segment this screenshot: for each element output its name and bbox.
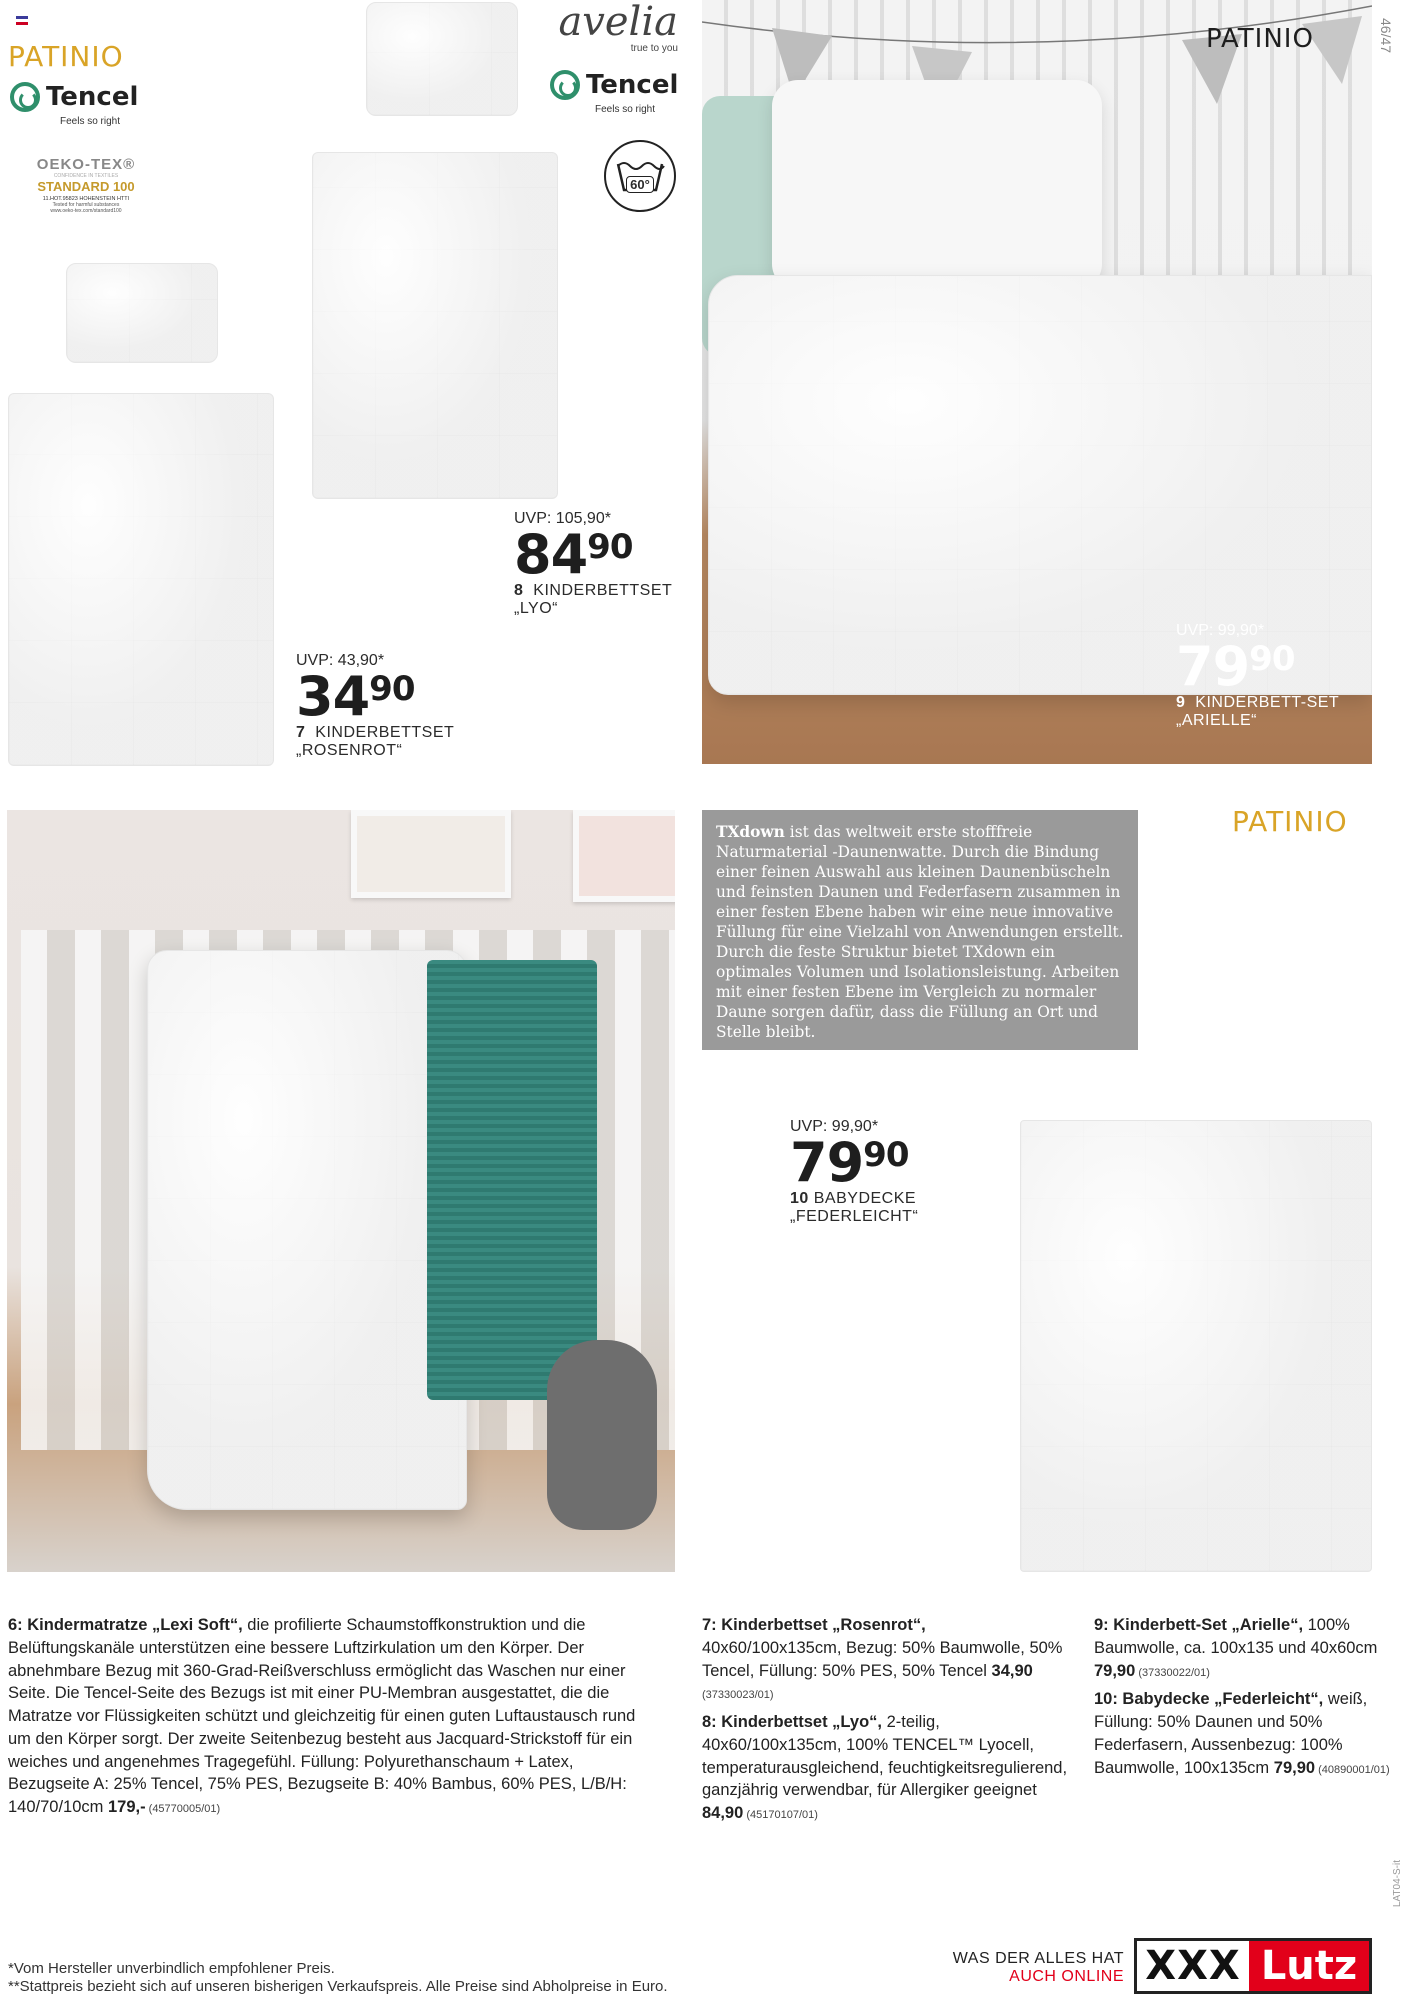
federleicht-blanket-image (1020, 1120, 1372, 1572)
uvp-rosenrot: UVP: 43,90* (296, 652, 385, 669)
price-block-rosenrot (296, 652, 454, 761)
item9-price: 79,90 (1094, 1661, 1136, 1680)
oeko-tex-tested: Tested for harmful substances (52, 202, 120, 208)
tencel-swirl-icon (550, 70, 580, 100)
product-number: 7 (296, 724, 306, 741)
plush-toy (547, 1340, 657, 1530)
lyo-blanket-image (312, 152, 558, 499)
item7-title: 7: Kinderbettset „Rosenrot“, (702, 1616, 926, 1634)
country-flag-icon (16, 16, 28, 25)
price-main: 84 (514, 523, 588, 586)
footer-slogan (900, 1950, 1124, 1987)
product-number: 9 (1176, 694, 1186, 711)
price-block-arielle (1176, 622, 1339, 731)
patinio-logo: PATINIO (8, 40, 124, 73)
item6-price: 179,- (107, 1798, 146, 1817)
product-name-line1: BABYDECKE (813, 1190, 917, 1207)
oeko-tex-standard: STANDARD 100 (37, 179, 135, 194)
product-name-line2: „ROSENROT“ (296, 742, 403, 760)
product-name-line2: „FEDERLEICHT“ (790, 1208, 919, 1226)
uvp-federleicht: UVP: 99,90* (790, 1118, 879, 1135)
price-rosenrot (296, 665, 454, 728)
footnote-stattpreis: **Stattpreis bezieht sich auf unseren bisherigen Verkaufspreis. Alle Preise sind Abholpreise in Euro. (8, 1978, 668, 1995)
slogan-line2: AUCH ONLINE (1009, 1968, 1124, 1986)
txdown-text (716, 822, 1124, 1042)
uvp-lyo: UVP: 105,90* (514, 510, 611, 527)
avelia-tagline: true to you (630, 43, 678, 54)
page-number: 46/47 (1378, 18, 1394, 54)
txdown-info-box (702, 810, 1138, 1050)
description-item-10 (1094, 1688, 1394, 1779)
product-name-lyo (514, 582, 672, 619)
wash-temperature: 60° (626, 176, 654, 193)
teal-knit-blanket (427, 960, 597, 1400)
product-name-line2: „LYO“ (514, 600, 558, 618)
txdown-brand: TXdown (716, 823, 785, 841)
oeko-tex-title: OEKO-TEX® (36, 156, 136, 173)
wall-picture-2 (573, 810, 675, 902)
wall-picture-1 (351, 810, 511, 898)
item6-text: die profilierte Schaumstoffkonstruktion und die Belüftungskanäle unterstützen eine bessere Luftzirkulation um den Körper. Der abnehmbare Bezug mit 360-Grad-Reißverschluss ermöglicht das Waschen nur einer Seite. Die Tencel-Seite des Bezugs ist mit einer PU-Membran ausgestattet, die die Matratze vor Flüssigkeiten schützt und gleichzeitig für einen guten Luftaustausch rund um den Körper sorgt. Der zweite Seitenbezug besteht aus Jacquard-Strickstoff für ein weiches und angenehmes Tragegefühl. Füllung: Polyurethanschaum + Latex, Bezugseite A: 25% Tencel, 75% PES, Bezugseite B: 40% Bambus, 60% PES, L/B/H: 140/70/10cm (8, 1616, 636, 1817)
price-main: 79 (790, 1131, 864, 1194)
product-name-rosenrot (296, 724, 454, 761)
slogan-line1: WAS DER ALLES HAT (952, 1950, 1124, 1967)
item8-text: 2-teilig, 40x60/100x135cm, 100% TENCEL™ Lyocell, temperaturausgleichend, feuchtigkeitsregulierend, ganzjährig verwendbar, für Allergiker geeignet (702, 1713, 1068, 1800)
description-item-9 (1094, 1614, 1394, 1682)
tencel-wordmark: Tencel (586, 70, 679, 100)
avelia-logo (548, 2, 678, 54)
oeko-tex-label (6, 156, 166, 214)
product-name-line1: KINDERBETT-SET (1195, 694, 1340, 711)
item10-price: 79,90 (1273, 1758, 1316, 1777)
item7-article: (37330023/01) (702, 1689, 774, 1702)
item10-article: (40890001/01) (1315, 1763, 1390, 1776)
tencel-swirl-icon (10, 82, 40, 112)
price-main: 79 (1176, 635, 1250, 698)
oeko-tex-sub: CONFIDENCE IN TEXTILES (53, 173, 119, 179)
product-name-federleicht (790, 1190, 918, 1227)
footnote-uvp: *Vom Hersteller unverbindlich empfohlener Preis. (8, 1960, 335, 1977)
price-cents: 90 (863, 1135, 909, 1175)
item10-title: 10: Babydecke „Federleicht“, (1094, 1690, 1324, 1709)
uvp-arielle: UVP: 99,90* (1176, 622, 1265, 639)
txdown-description: ist das weltweit erste stofffreie Naturmaterial -Daunenwatte. Durch die Bindung einer feinen Auswahl aus kleinen Daunenbüscheln und feinsten Daunen und Federfasern zusammen in einer festen Ebene haben wir eine neue innovative Füllung für eine Vielzahl von Anwendungen erstellt. Durch die feste Struktur bietet TXdown ein optimales Volumen und Isolationsleistung. Arbeiten mit einer festen Ebene im Vergleich zu normaler Daune sorgen dafür, dass die Füllung an Ort und Stelle bleibt. (716, 823, 1124, 1042)
tencel-tagline: Feels so right (594, 104, 656, 115)
product-number: 10 (790, 1190, 809, 1207)
item8-price: 84,90 (702, 1804, 744, 1823)
price-cents: 90 (1249, 639, 1295, 679)
price-main: 34 (296, 665, 370, 728)
price-lyo (514, 523, 672, 586)
tencel-tagline: Feels so right (59, 116, 121, 127)
patinio-logo-mid: PATINIO (1232, 805, 1348, 838)
draped-white-blanket (147, 950, 467, 1510)
patinio-logo-photo: PATINIO (1206, 24, 1314, 54)
item6-title: 6: Kindermatratze „Lexi Soft“, (8, 1616, 243, 1634)
description-item-8 (702, 1711, 1068, 1825)
price-block-federleicht (790, 1118, 918, 1227)
product-name-line2: „ARIELLE“ (1176, 712, 1257, 730)
footnotes (8, 1960, 668, 1996)
nursery-crib-photo (7, 810, 675, 1572)
rosenrot-blanket-image (8, 393, 274, 766)
item9-text: 100% Baumwolle, ca. 100x135 und 40x60cm (1094, 1616, 1378, 1657)
price-federleicht (790, 1131, 918, 1194)
product-number: 8 (514, 582, 524, 599)
price-arielle (1176, 635, 1339, 698)
item10-text: weiß, Füllung: 50% Daunen und 50% Federfasern, Aussenbezug: 100% Baumwolle, 100x135cm (1094, 1690, 1368, 1777)
pillow-image-small (66, 263, 218, 363)
tencel-wordmark: Tencel (46, 82, 139, 112)
item7-text: 40x60/100x135cm, Bezug: 50% Baumwolle, 50% Tencel, Füllung: 50% PES, 50% Tencel (702, 1638, 1063, 1680)
white-pillow (772, 80, 1102, 290)
item8-title: 8: Kinderbettset „Lyo“, (702, 1713, 882, 1732)
description-item-6 (8, 1614, 648, 1819)
item8-article: (45170107/01) (743, 1809, 818, 1822)
xxxlutz-logo[interactable] (1134, 1938, 1372, 1994)
wash-60-icon (604, 140, 676, 212)
price-cents: 90 (369, 669, 415, 709)
tencel-logo-left (10, 82, 150, 127)
avelia-wordmark: avelia (558, 0, 678, 45)
pillow-image-top (366, 2, 518, 116)
logo-lutz: Lutz (1249, 1941, 1369, 1991)
product-name-line1: KINDERBETTSET (315, 724, 455, 741)
logo-xxx: XXX (1137, 1941, 1249, 1991)
item9-title: 9: Kinderbett-Set „Arielle“, (1094, 1616, 1304, 1634)
item6-article: (45770005/01) (145, 1803, 221, 1816)
description-column-right (1094, 1614, 1394, 1779)
item7-price: 34,90 (991, 1661, 1033, 1680)
price-block-lyo (514, 510, 672, 619)
item9-article: (37330022/01) (1135, 1666, 1210, 1679)
description-column-middle (702, 1614, 1068, 1825)
oeko-tex-code: 11.HOT.95823 HOHENSTEIN HTTI (42, 196, 130, 202)
product-name-line1: KINDERBETTSET (533, 582, 673, 599)
tencel-logo-mid (550, 70, 680, 115)
product-name-arielle (1176, 694, 1339, 731)
side-code: LAT04-S-it (1392, 1860, 1403, 1908)
oeko-tex-url: www.oeko-tex.com/standard100 (50, 208, 122, 214)
price-cents: 90 (587, 527, 633, 567)
description-item-7 (702, 1614, 1068, 1705)
